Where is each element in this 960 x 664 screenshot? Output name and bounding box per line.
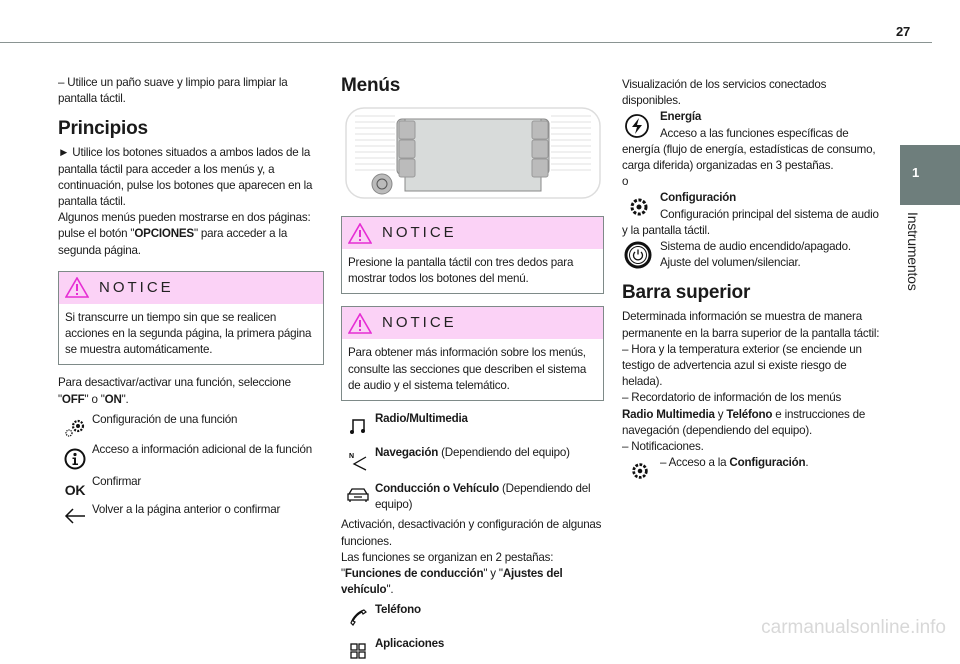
header-divider <box>0 42 932 43</box>
settings-gear-icon <box>628 196 650 218</box>
notice-box <box>58 271 324 366</box>
energy-text: Acceso a las funciones específicas de energía (flujo de energía, estadísticas de consumo, carga diferida) organizadas en 3 pestañas. <box>622 126 876 173</box>
off-on-text: Para desactivar/activar una función, seleccione "OFF" o "ON". <box>58 376 291 406</box>
config-title: Configuración <box>660 191 736 205</box>
icon-description: Configuración de una función <box>92 412 238 426</box>
power-item <box>622 239 884 271</box>
icon-description: Volver a la página anterior o confirmar <box>92 503 281 517</box>
topbar-notifications-item: – Notificaciones. <box>622 440 704 454</box>
menu-label: Conducción o Vehículo (Dependiendo del equipo) <box>375 482 591 512</box>
power-button-icon <box>624 241 652 269</box>
menu-item-navigation <box>341 445 604 471</box>
volume-text: Ajuste del volumen/silenciar. <box>660 256 801 270</box>
or-text: o <box>622 175 629 189</box>
driving-description: Activación, desactivación y configuración de algunas funciones. <box>341 518 602 548</box>
notice-box <box>341 306 604 401</box>
menu-label: Radio/Multimedia <box>375 412 468 426</box>
menu-label: Aplicaciones <box>375 637 445 651</box>
gears-icon <box>64 418 86 438</box>
apps-grid-icon <box>349 642 367 660</box>
left-column <box>58 75 324 528</box>
driving-tabs-text: Las funciones se organizan en 2 pestañas: "Funciones de conducción" y "Ajustes del vehículo". <box>341 550 563 597</box>
notice-title: NOTICE <box>382 223 457 241</box>
menu-label: Teléfono <box>375 603 421 617</box>
topbar-reminder-item: – Recordatorio de información de los menús <box>622 391 842 405</box>
icon-row <box>58 412 324 438</box>
middle-column <box>341 70 604 664</box>
dashboard-illustration <box>341 106 604 202</box>
menu-label: Navegación (Dependiendo del equipo) <box>375 446 570 460</box>
topbar-time-item: – Hora y la temperatura exterior (se enciende un testigo de advertencia azul si existe riesgo de helada). <box>622 342 862 389</box>
config-item <box>622 190 884 206</box>
notice-text: Si transcurre un tiempo sin que se realicen acciones en la segunda página, la primera página se muestra automáticamente. <box>65 310 312 357</box>
warning-icon <box>65 277 89 298</box>
icon-description: Confirmar <box>92 474 142 488</box>
connected-services-text: Visualización de los servicios conectados disponibles. <box>622 78 827 108</box>
page-number: 27 <box>896 24 911 39</box>
menu-item-apps <box>341 636 604 660</box>
principios-text: ► Utilice los botones situados a ambos lados de la pantalla táctil para acceder a los menús y, a continuación, pulse los botones que aparecen en la pantalla táctil. <box>58 146 313 209</box>
icon-description: Acceso a información adicional de la función <box>92 442 312 456</box>
topbar-config-item <box>622 455 884 481</box>
config-access-text: – Acceso a la Configuración. <box>660 456 809 470</box>
notice-text: Presione la pantalla táctil con tres dedos para mostrar todos los botones del menú. <box>348 256 574 286</box>
chapter-label: Instrumentos <box>905 212 922 291</box>
icon-row <box>58 442 324 470</box>
phone-icon <box>349 608 367 626</box>
svg-text:N: N <box>349 453 354 461</box>
music-note-icon <box>349 417 367 435</box>
config-text: Configuración principal del sistema de audio y la pantalla táctil. <box>622 207 879 237</box>
energy-icon <box>624 113 650 139</box>
car-icon <box>347 487 369 503</box>
menu-item-phone <box>341 602 604 626</box>
settings-gear-icon <box>630 461 650 481</box>
warning-icon <box>348 223 372 244</box>
notice-box <box>341 216 604 294</box>
notice-text: Para obtener más información sobre los menús, consulte las secciones que describen el sistema de audio y el sistema telemático. <box>348 346 587 392</box>
options-text: Algunos menús pueden mostrarse en dos páginas: pulse el botón "OPCIONES" para acceder a la segunda página. <box>58 211 311 257</box>
topbar-text: Determinada información se muestra de manera permanente en la barra superior de la pantalla táctil: <box>622 310 880 340</box>
intro-text: – Utilice un paño suave y limpio para limpiar la pantalla táctil. <box>58 76 288 106</box>
topbar-reminder-detail: Radio Multimedia y Teléfono e instrucciones de navegación (dependiendo del equipo). <box>622 407 866 437</box>
power-text: Sistema de audio encendido/apagado. <box>660 240 851 254</box>
ok-icon: OK <box>64 481 86 498</box>
section-heading-menus: Menús <box>341 75 401 96</box>
chapter-tab[interactable]: 1 <box>900 145 960 205</box>
notice-title: NOTICE <box>382 314 457 332</box>
right-column <box>622 77 884 481</box>
info-icon <box>64 448 86 470</box>
watermark: carmanualsonline.info <box>761 616 946 638</box>
warning-icon <box>348 313 372 334</box>
icon-row <box>58 502 324 524</box>
menu-item-driving <box>341 481 604 513</box>
energy-title: Energía <box>660 110 702 124</box>
notice-title: NOTICE <box>99 278 174 296</box>
section-heading-barra: Barra superior <box>622 282 751 304</box>
section-heading-principios: Principios <box>58 118 148 140</box>
icon-row <box>58 474 324 498</box>
menu-item-radio <box>341 411 604 435</box>
navigation-icon <box>348 451 368 471</box>
back-arrow-icon <box>64 508 86 524</box>
energy-item <box>622 109 884 125</box>
